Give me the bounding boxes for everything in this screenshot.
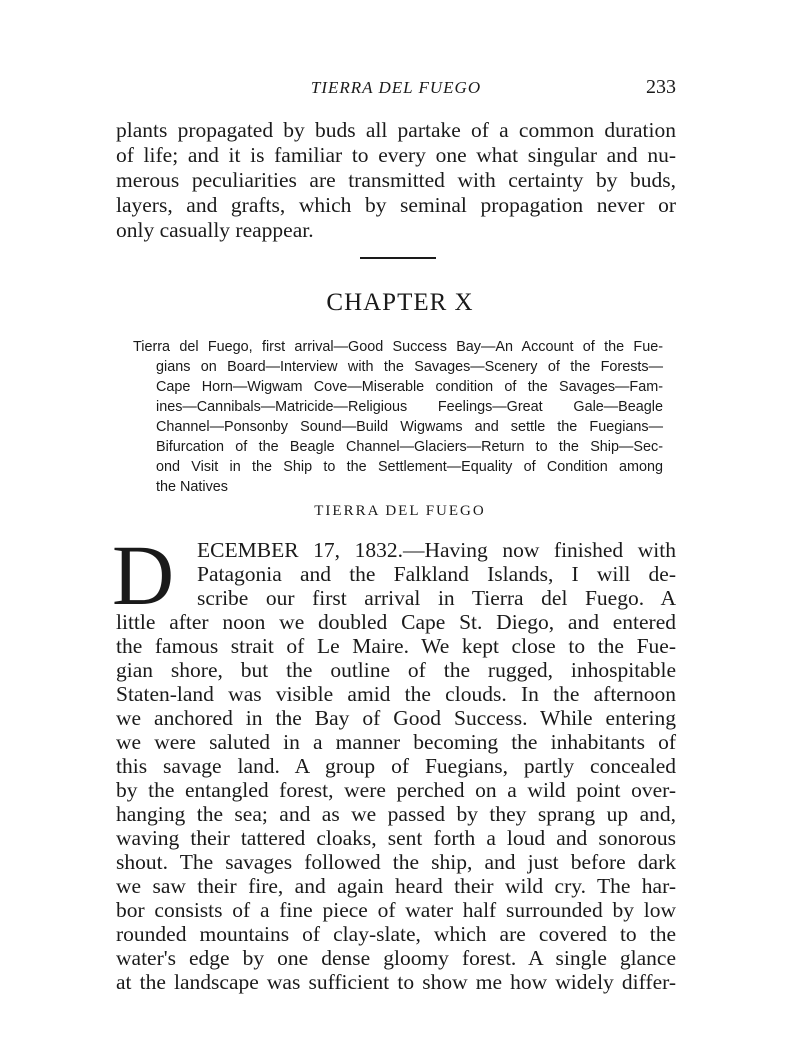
chapter-title: CHAPTER X xyxy=(326,289,474,316)
text-line: we were saluted in a manner becoming the inhabitants of xyxy=(116,730,676,754)
text-line: merous peculiarities are transmitted with certainty by buds, xyxy=(116,168,676,192)
text-line: ECEMBER 17, 1832.—Having now finished with xyxy=(197,538,676,562)
text-line: we saw their fire, and again heard their wild cry. The har- xyxy=(116,874,676,898)
synopsis-line: Cape Horn—Wigwam Cove—Miserable condition of the Savages—Fam- xyxy=(156,379,663,395)
page-number: 233 xyxy=(646,76,676,98)
text-line: the famous strait of Le Maire. We kept close to the Fue- xyxy=(116,634,676,658)
text-line: rounded mountains of clay-slate, which are covered to the xyxy=(116,922,676,946)
text-line: of life; and it is familiar to every one what singular and nu- xyxy=(116,143,676,167)
text-line: water's edge by one dense gloomy forest. A single glance xyxy=(116,946,676,970)
text-line: shout. The savages followed the ship, and just before dark xyxy=(116,850,676,874)
synopsis-line: Bifurcation of the Beagle Channel—Glaciers—Return to the Ship—Sec- xyxy=(156,439,663,455)
text-line: only casually reappear. xyxy=(116,218,314,242)
text-line: scribe our first arrival in Tierra del Fuego. A xyxy=(197,586,676,610)
synopsis-line: the Natives xyxy=(156,479,228,495)
section-heading: TIERRA DEL FUEGO xyxy=(314,503,486,519)
text-line: Patagonia and the Falkland Islands, I will de- xyxy=(197,562,676,586)
section-divider xyxy=(360,257,436,259)
synopsis-line: Tierra del Fuego, first arrival—Good Success Bay—An Account of the Fue- xyxy=(133,339,663,355)
text-line: bor consists of a fine piece of water half surrounded by low xyxy=(116,898,676,922)
text-line: by the entangled forest, were perched on a wild point over- xyxy=(116,778,676,802)
running-head xyxy=(116,78,676,102)
text-line: hanging the sea; and as we passed by they sprang up and, xyxy=(116,802,676,826)
running-head-title: TIERRA DEL FUEGO xyxy=(310,78,482,97)
text-line: plants propagated by buds all partake of a common duration xyxy=(116,118,676,142)
text-line: little after noon we doubled Cape St. Diego, and entered xyxy=(116,610,676,634)
text-line: gian shore, but the outline of the rugged, inhospitable xyxy=(116,658,676,682)
synopsis-line: ines—Cannibals—Matricide—Religious Feelings—Great Gale—Beagle xyxy=(156,399,663,415)
text-line: waving their tattered cloaks, sent forth a loud and sonorous xyxy=(116,826,676,850)
text-line: layers, and grafts, which by seminal propagation never or xyxy=(116,193,676,217)
synopsis-line: Channel—Ponsonby Sound—Build Wigwams and settle the Fuegians— xyxy=(156,419,663,435)
text-line: this savage land. A group of Fuegians, partly concealed xyxy=(116,754,676,778)
text-line: Staten-land was visible amid the clouds. In the afternoon xyxy=(116,682,676,706)
synopsis-line: gians on Board—Interview with the Savages—Scenery of the Forests— xyxy=(156,359,663,375)
synopsis-line: ond Visit in the Ship to the Settlement—Equality of Condition among xyxy=(156,459,663,475)
drop-cap: D xyxy=(112,527,175,623)
text-line: at the landscape was sufficient to show me how widely differ- xyxy=(116,970,676,994)
text-line: we anchored in the Bay of Good Success. While entering xyxy=(116,706,676,730)
